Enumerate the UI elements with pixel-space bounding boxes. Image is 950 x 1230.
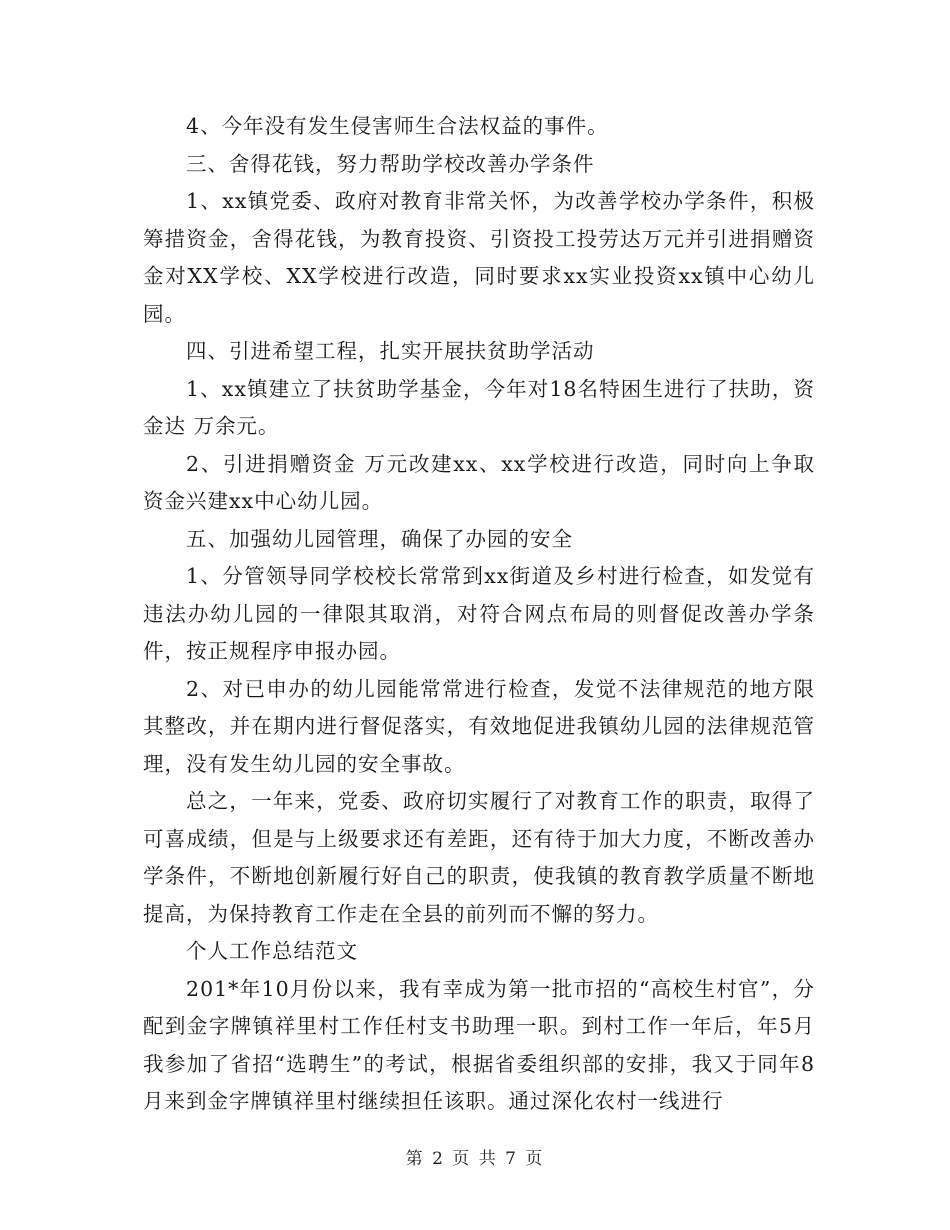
paragraph-inspection: 1、分管领导同学校校长常常到xx街道及乡村进行检查，如发觉有违法办幼儿园的一律限其取消，对符合网点布局的则督促改善办学条件，按正规程序申报办园。	[143, 564, 815, 663]
page-number-footer: 第 2 页 共 7 页	[405, 1149, 545, 1169]
section-heading-5: 五、加强幼儿园管理，确保了办园的安全	[186, 526, 574, 551]
paragraph-item-4: 4、今年没有发生侵害师生合法权益的事件。	[186, 114, 609, 138]
paragraph-donation: 2、引进捐赠资金 万元改建xx、xx学校进行改造，同时向上争取资金兴建xx中心幼儿园。	[143, 451, 815, 513]
paragraph-funding: 1、xx镇党委、政府对教育非常关怀，为改善学校办学条件，积极筹措资金，舍得花钱，为教育投资、引资投工投劳达万元并引进捐赠资金对XX学校、XX学校进行改造，同时要求xx实业投资xx镇中心幼儿园。	[143, 189, 815, 326]
section-heading-3: 三、舍得花钱，努力帮助学校改善办学条件	[186, 151, 595, 176]
section-heading-4: 四、引进希望工程，扎实开展扶贫助学活动	[186, 339, 595, 363]
paragraph-personal-summary: 201*年10月份以来，我有幸成为第一批市招的“高校生村官”，分配到金字牌镇祥里村工作任村支书助理一职。到村工作一年后，年5月我参加了省招“选聘生”的考试，根据省委组织部的安排，我又于同年8月来到金字牌镇祥里村继续担任该职。通过深化农村一线进行	[143, 976, 815, 1113]
document-body	[143, 108, 815, 1121]
section-title-personal-summary: 个人工作总结范文	[186, 939, 359, 963]
paragraph-conclusion: 总之，一年来，党委、政府切实履行了对教育工作的职责，取得了可喜成绩，但是与上级要求还有差距，还有待于加大力度，不断改善办学条件，不断地创新履行好自己的职责，使我镇的教育教学质量不断地提高，为保持教育工作走在全县的前列而不懈的努力。	[143, 789, 815, 926]
paragraph-poverty-fund: 1、xx镇建立了扶贫助学基金，今年对18名特困生进行了扶助，资金达 万余元。	[143, 376, 815, 438]
paragraph-rectification: 2、对已申办的幼儿园能常常进行检查，发觉不法律规范的地方限其整改，并在期内进行督促落实，有效地促进我镇幼儿园的法律规范管理，没有发生幼儿园的安全事故。	[143, 676, 815, 776]
